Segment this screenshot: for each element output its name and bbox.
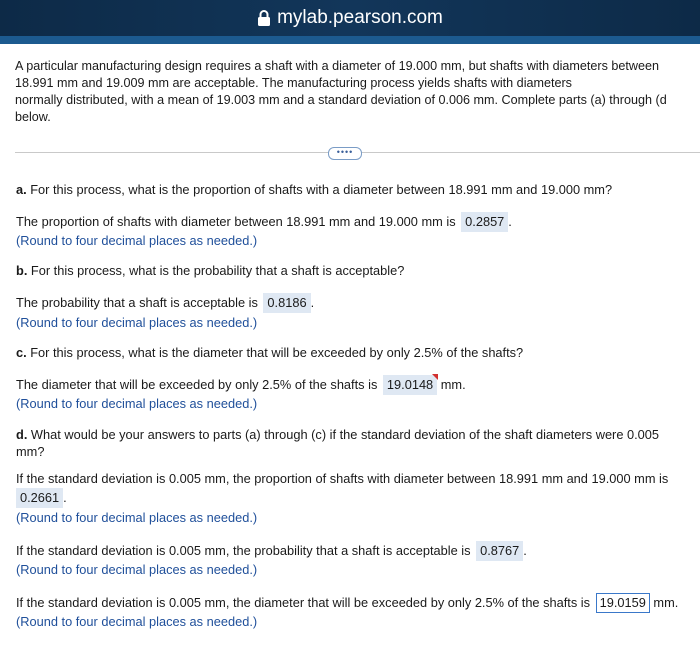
intro-line: below.: [15, 110, 51, 124]
part-d-question-text: What would be your answers to parts (a) through (c) if the standard deviation of the shaft diameters were 0.005: [27, 427, 660, 442]
part-d-label: d.: [16, 427, 28, 442]
part-d-question-cont: mm?: [16, 444, 45, 459]
problem-statement: [15, 58, 700, 126]
browser-address-bar[interactable]: [0, 0, 700, 36]
part-a-answer-line: [16, 212, 512, 232]
part-a-answer-suffix: .: [508, 214, 512, 229]
part-d-c-answer-line: [16, 593, 678, 613]
part-c-answer-suffix: mm.: [437, 377, 466, 392]
part-d-a-answer-field[interactable]: 0.2661: [16, 488, 63, 508]
question-content: [0, 44, 700, 664]
part-c-answer-prefix: The diameter that will be exceeded by only 2.5% of the shafts is: [16, 377, 381, 392]
part-b-answer-field[interactable]: 0.8186: [263, 293, 310, 313]
part-a-label: a.: [16, 182, 27, 197]
part-b-answer-prefix: The probability that a shaft is acceptable is: [16, 295, 262, 310]
part-b-question: [16, 262, 404, 280]
part-a-question: [16, 181, 612, 199]
url-text: mylab.pearson.com: [277, 7, 443, 28]
part-c-answer-line: [16, 375, 466, 395]
part-d-a-suffix: .: [63, 490, 67, 505]
part-c-label: c.: [16, 345, 27, 360]
part-d-question: [16, 426, 659, 444]
part-d-c-text: If the standard deviation is 0.005 mm, the diameter that will be exceeded by only 2.5% of the shafts is: [16, 595, 594, 610]
part-d-a-answer-line: [16, 488, 67, 508]
header-stripe: [0, 36, 700, 44]
part-d-c-hint: (Round to four decimal places as needed.): [16, 614, 258, 629]
part-d-b-text: If the standard deviation is 0.005 mm, the probability that a shaft is acceptable is: [16, 543, 475, 558]
part-d-a-text: If the standard deviation is 0.005 mm, the proportion of shafts with diameter between 18.991 mm and 19.000 mm is: [16, 471, 669, 486]
intro-line: 18.991 mm and 19.009 mm are acceptable. The manufacturing process yields shafts with diameters: [15, 76, 572, 90]
part-d-c-suffix: mm.: [649, 595, 679, 610]
intro-line: A particular manufacturing design requires a shaft with a diameter of 19.000 mm, but shafts with diameters between: [15, 59, 660, 73]
part-b-answer-line: [16, 293, 314, 313]
url-display[interactable]: [257, 7, 443, 29]
part-c-question-text: For this process, what is the diameter that will be exceeded by only 2.5% of the shafts?: [26, 345, 524, 360]
part-d-b-answer-line: [16, 541, 527, 561]
part-b-question-text: For this process, what is the probability that a shaft is acceptable?: [27, 263, 405, 278]
part-b-label: b.: [16, 263, 28, 278]
part-d-c-answer-field[interactable]: 19.0159: [596, 593, 650, 613]
part-d-a-hint: (Round to four decimal places as needed.): [16, 510, 258, 525]
part-b-hint: (Round to four decimal places as needed.): [16, 315, 258, 330]
part-a-answer-prefix: The proportion of shafts with diameter between 18.991 mm and 19.000 mm is: [16, 214, 460, 229]
expand-more-button[interactable]: ••••: [328, 147, 362, 160]
part-d-b-suffix: .: [523, 543, 527, 558]
part-a-hint: (Round to four decimal places as needed.): [16, 233, 258, 248]
lock-icon: [257, 10, 271, 26]
part-c-hint: (Round to four decimal places as needed.): [16, 396, 258, 411]
part-a-question-text: For this process, what is the proportion of shafts with a diameter between 18.991 mm and 19.000 mm?: [26, 182, 613, 197]
part-b-answer-suffix: .: [310, 295, 315, 310]
part-c-question: [16, 344, 523, 362]
part-c-answer-field[interactable]: 19.0148: [383, 375, 437, 395]
intro-line: normally distributed, with a mean of 19.003 mm and a standard deviation of 0.006 mm. Complete parts (a) through (d: [15, 93, 667, 107]
part-d-b-hint: (Round to four decimal places as needed.): [16, 562, 258, 577]
part-d-b-answer-field[interactable]: 0.8767: [476, 541, 523, 561]
part-a-answer-field[interactable]: 0.2857: [461, 212, 508, 232]
